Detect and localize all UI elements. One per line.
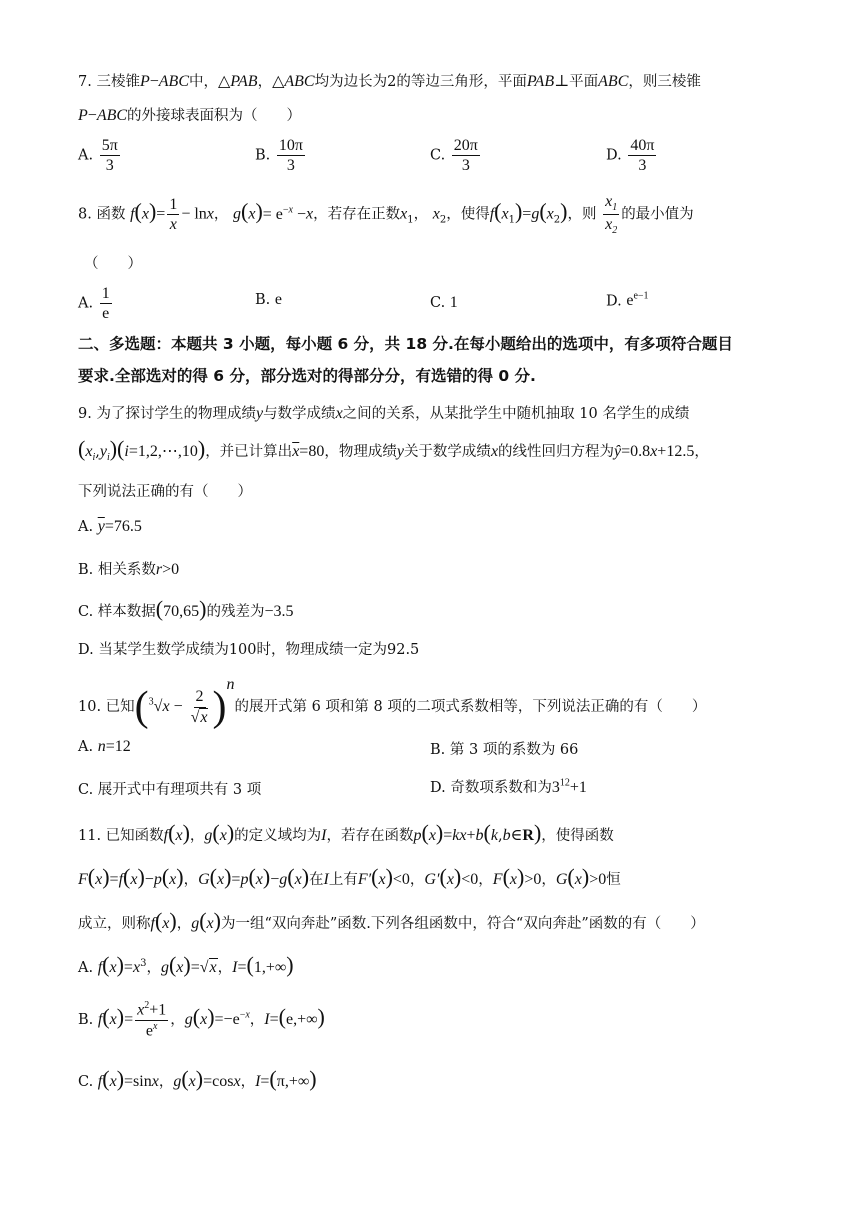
q8-blank: （ ） — [84, 256, 142, 272]
q10-option-a[interactable]: A. n=12 — [78, 738, 131, 755]
q8-option-c[interactable]: C. 1 — [430, 294, 458, 311]
q8-option-a[interactable]: A. $\frac{1}{e}$ — [78, 285, 110, 323]
q11-line1: 11. 已知函数f(x)，g(x)的定义域均为I，若存在函数p(x)=kx+b(k,b∈R)，使得函数 — [78, 820, 614, 845]
q8-number: 8. — [78, 206, 92, 223]
q10-option-d[interactable]: D. 奇数项系数和为$3^{12}+1$ — [430, 777, 587, 796]
q8-option-d[interactable]: D. $e^{e-1}$ — [606, 291, 649, 310]
q10-option-b[interactable]: B. 第 3 项的系数为 66 — [430, 742, 579, 758]
q7-option-d[interactable]: D. $\frac{40\pi}{3}$ — [606, 137, 655, 175]
q9-line2: $(x_i,y_i)(i=1,2,\cdots,10)$，并已计算出$\overline{x}=80$，物理成绩y关于数学成绩x的线性回归方程为ŷ=0.8x+12.5， — [78, 436, 709, 464]
q10-line1: 10. 已知($^3$√x − $\frac{2}{√x}$ )$^n$的展开式第 6 项和第 8 项的二项式系数相等，下列说法正确的有（ ） — [78, 676, 707, 730]
q7-number: 7. — [78, 74, 92, 90]
q8-option-b[interactable]: B. e — [255, 291, 282, 308]
q11-line3: 成立，则称f(x)，g(x)为一组“双向奔赴”函数.下列各组函数中，符合“双向奔赴”函数的有（ ） — [78, 908, 705, 933]
q9-option-c[interactable]: C. 样本数据(70,65)的残差为−3.5 — [78, 596, 294, 621]
q7-option-c[interactable]: C. $\frac{20\pi}{3}$ — [430, 137, 478, 175]
q7-line1: 7. 三棱锥P−ABC中，△PAB，△ABC均为边长为2的等边三角形，平面PAB⊥平面ABC，则三棱锥 — [78, 73, 701, 90]
section-2-title-line2: 要求.全部选对的得 6 分，部分选对的得部分分，有选错的得 0 分. — [78, 367, 536, 385]
q7-option-a[interactable]: A. $\frac{5\pi}{3}$ — [78, 137, 118, 175]
q10-option-c[interactable]: C. 展开式中有理项共有 3 项 — [78, 782, 262, 798]
q9-option-b[interactable]: B. 相关系数r>0 — [78, 561, 180, 578]
q11-option-b[interactable]: B. f(x)= $\frac{x^2+1}{e^x}$ ，$g(x)=-e^{-x}$，I=(e,+∞) — [78, 1000, 325, 1039]
section-2-title-line1: 二、多选题：本题共 3 小题，每小题 6 分，共 18 分.在每小题给出的选项中，有多项符合题目 — [78, 335, 733, 353]
q7-option-b[interactable]: B. $\frac{10\pi}{3}$ — [255, 137, 303, 175]
q11-option-c[interactable]: C. f(x)=sinx，g(x)=cosx，I=(π,+∞) — [78, 1066, 317, 1091]
q9-line3: 下列说法正确的有（ ） — [78, 484, 252, 500]
q9-option-a[interactable]: A. $\overline{y}=76.5$ — [78, 518, 142, 535]
q11-line2: F(x)=f(x)−p(x)，G(x)=p(x)−g(x)在I上有F′(x)<0，G′(x)<0，F(x)>0，G(x)>0恒 — [78, 864, 621, 889]
q9-option-d[interactable]: D. 当某学生数学成绩为100时，物理成绩一定为92.5 — [78, 642, 420, 658]
q8-line1: 8. 函数 f(x)= $\frac{1}{x}$ − lnx， $g(x)= e^{-x} -x$，若存在正数$x_1$， $x_2$，使得$f(x_1)=g(x_2)$，则 $\frac{x_1}{x_2}$ 的最小值为 — [78, 193, 694, 237]
q9-number: 9. — [78, 406, 92, 422]
q9-line1: 9. 为了探讨学生的物理成绩y与数学成绩x之间的关系，从某批学生中随机抽取 10 名学生的成绩 — [78, 405, 690, 422]
q11-option-a[interactable]: A. $f(x)=x^3$，g(x)=√x，I=(1,+∞) — [78, 952, 294, 977]
q7-line2: P−ABC的外接球表面积为（ ） — [78, 107, 302, 124]
